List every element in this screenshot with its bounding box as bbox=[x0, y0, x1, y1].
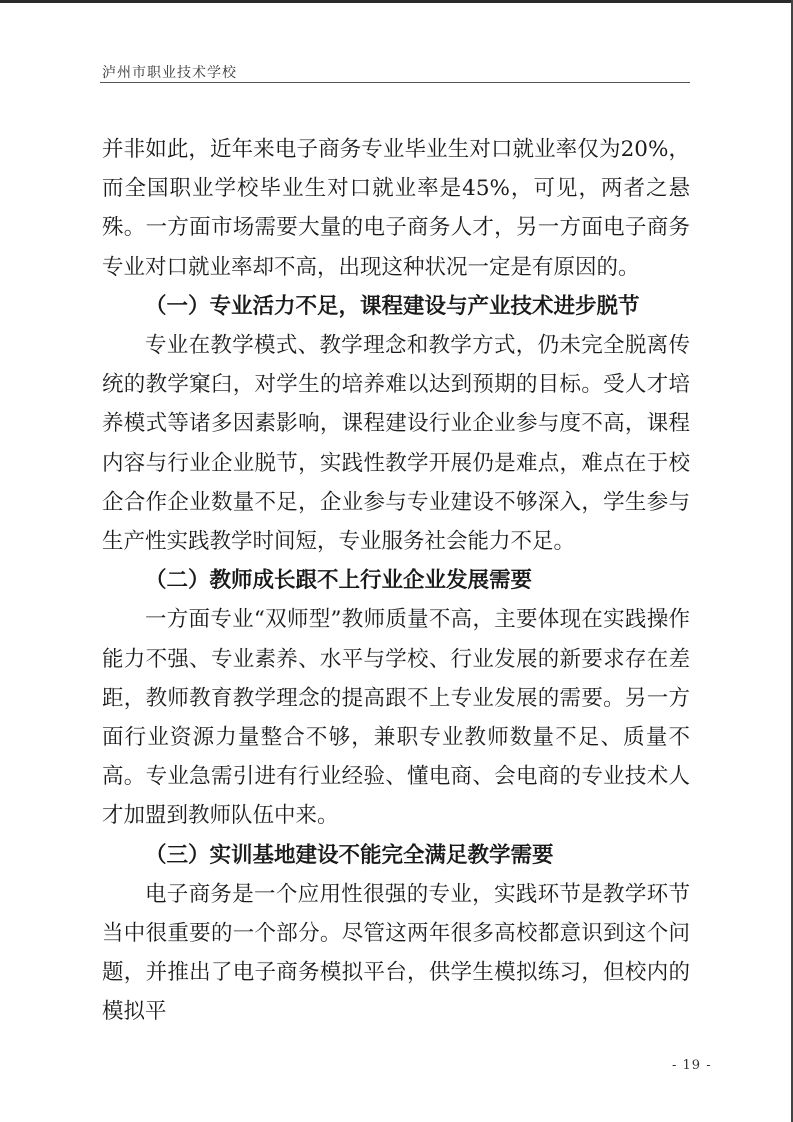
header-rule bbox=[100, 82, 690, 83]
paragraph-continued: 并非如此，近年来电子商务专业毕业生对口就业率仅为20%，而全国职业学校毕业生对口就业率是45%，可见，两者之悬殊。一方面市场需要大量的电子商务人才，另一方面电子商务专业对口就业率却不高，出现这种状况一定是有原因的。 bbox=[102, 137, 690, 280]
running-header: 泸州市职业技术学校 bbox=[102, 65, 237, 81]
paragraph-3: 电子商务是一个应用性很强的专业，实践环节是教学环节当中很重要的一个部分。尽管这两年很多高校都意识到这个问题，并推出了电子商务模拟平台，供学生模拟练习，但校内的模拟平 bbox=[102, 881, 690, 1025]
page-body bbox=[102, 130, 690, 1032]
section-heading-1: （一）专业活力不足，课程建设与产业技术进步脱节 bbox=[145, 293, 640, 319]
paragraph-2: 一方面专业“双师型”教师质量不高，主要体现在实践操作能力不强、专业素养、水平与学校、行业发展的新要求存在差距，教师教育教学理念的提高跟不上专业发展的需要。另一方面行业资源力量整合不够，兼职专业教师数量不足、质量不高。专业急需引进有行业经验、懂电商、会电商的专业技术人才加盟到教师队伍中来。 bbox=[102, 607, 690, 829]
section-heading-2: （二）教师成长跟不上行业企业发展需要 bbox=[145, 568, 533, 594]
page-number: - 19 - bbox=[672, 1058, 712, 1073]
section-heading-3: （三）实训基地建设不能完全满足教学需要 bbox=[145, 842, 554, 868]
paragraph-1: 专业在教学模式、教学理念和教学方式，仍未完全脱离传统的教学窠臼，对学生的培养难以达到预期的目标。受人才培养模式等诸多因素影响，课程建设行业企业参与度不高，课程内容与行业企业脱节，实践性教学开展仍是难点，难点在于校企合作企业数量不足，企业参与专业建设不够深入，学生参与生产性实践教学时间短，专业服务社会能力不足。 bbox=[102, 333, 690, 555]
scan-top-edge bbox=[0, 0, 793, 3]
